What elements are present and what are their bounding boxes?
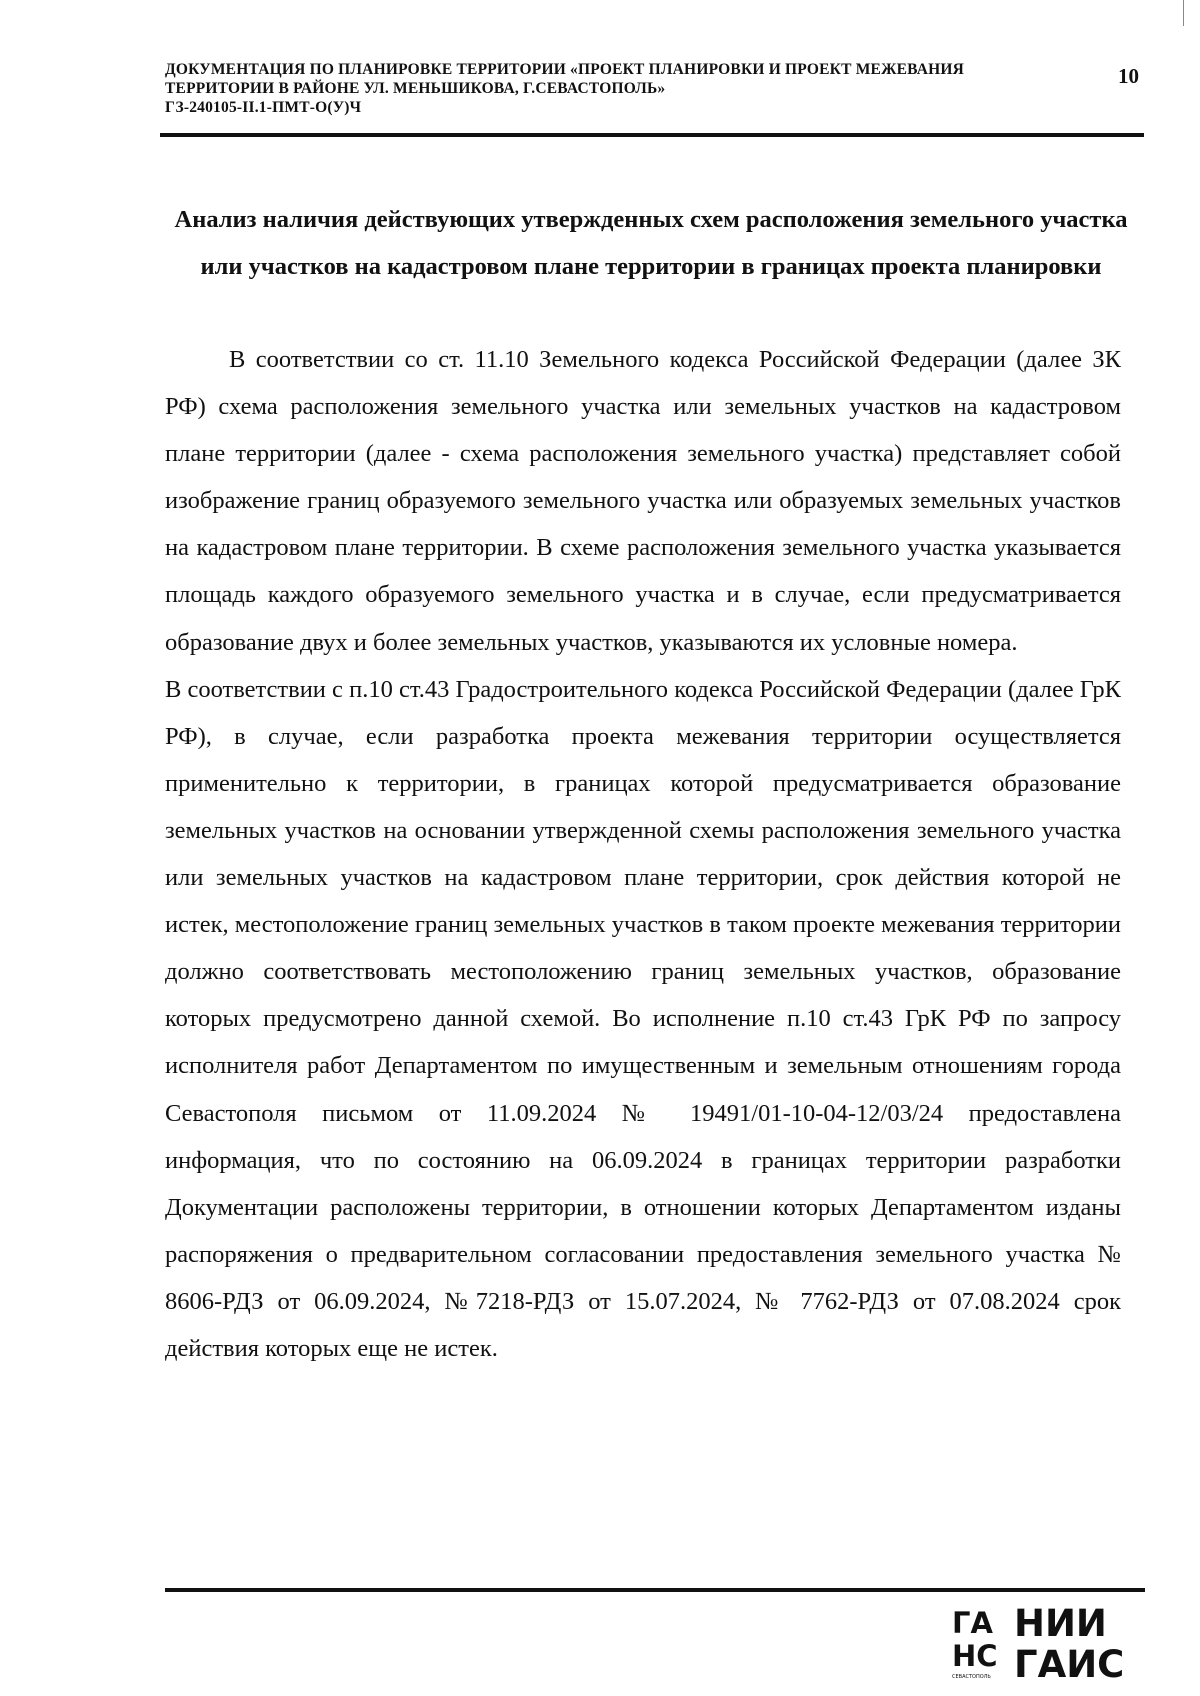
body-text	[165, 336, 1121, 1372]
header-divider	[160, 133, 1144, 137]
footer-divider	[165, 1588, 1145, 1592]
section-title: Анализ наличия действующих утвержденных схем расположения земельного участка или участков на кадастровом плане территории в границах проекта планировки	[174, 206, 1128, 280]
logo-mark-bottom: НС	[952, 1639, 998, 1673]
document-header	[165, 60, 1065, 117]
page-number: 10	[1118, 64, 1139, 88]
logo-mark-top: ГА	[952, 1606, 993, 1640]
nii-gais-logo	[950, 1603, 1132, 1681]
scan-edge-mark	[1183, 0, 1184, 26]
logo-name-line-1: НИИ	[1014, 1603, 1107, 1645]
header-title-line-2: ТЕРРИТОРИИ В РАЙОНЕ УЛ. МЕНЬШИКОВА, Г.СЕВАСТОПОЛЬ»	[165, 80, 666, 97]
logo-city: СЕВАСТОПОЛЬ	[952, 1674, 991, 1680]
paragraph-zk-rf: В соответствии со ст. 11.10 Земельного кодекса Российской Федерации (далее ЗК РФ) схема расположения земельного участка или земельных участков на кадастровом плане территории (далее - схема расположения земельного участка) представляет собой изображение границ образуемого земельного участка или образуемых земельных участков на кадастровом плане территории. В схеме расположения земельного участка указывается площадь каждого образуемого земельного участка и в случае, если предусматривается образование двух и более земельных участков, указываются их условные номера.	[165, 346, 1121, 656]
document-code: ГЗ-240105-II.1-ПМТ-О(У)Ч	[165, 99, 362, 116]
paragraph-grk-rf: В соответствии с п.10 ст.43 Градостроительного кодекса Российской Федерации (далее ГрК РФ), в случае, если разработка проекта межевания территории осуществляется применительно к территории, в границах которой предусматривается образование земельных участков на основании утвержденной схемы расположения земельного участка или земельных участков на кадастровом плане территории, срок действия которой не истек, местоположение границ земельных участков в таком проекте межевания территории должно соответствовать местоположению границ земельных участков, образование которых предусмотрено данной схемой. Во исполнение п.10 ст.43 ГрК РФ по запросу исполнителя работ Департаментом по имущественным и земельным отношениям города Севастополя письмом от 11.09.2024 № 19491/01-10-04-12/03/24 предоставлена информация, что по состоянию на 06.09.2024 в границах территории разработки Документации расположены территории, в отношении которых Департаментом изданы распоряжения о предварительном согласовании предоставления земельного участка № 8606-РДЗ от 06.09.2024, №7218-РДЗ от 15.07.2024, № 7762-РДЗ от 07.08.2024 срок действия которых еще не истек.	[165, 675, 1121, 1362]
header-title-line-1: ДОКУМЕНТАЦИЯ ПО ПЛАНИРОВКЕ ТЕРРИТОРИИ «ПРОЕКТ ПЛАНИРОВКИ И ПРОЕКТ МЕЖЕВАНИЯ	[165, 61, 965, 78]
logo-name-line-2: ГАИС	[1014, 1643, 1125, 1681]
